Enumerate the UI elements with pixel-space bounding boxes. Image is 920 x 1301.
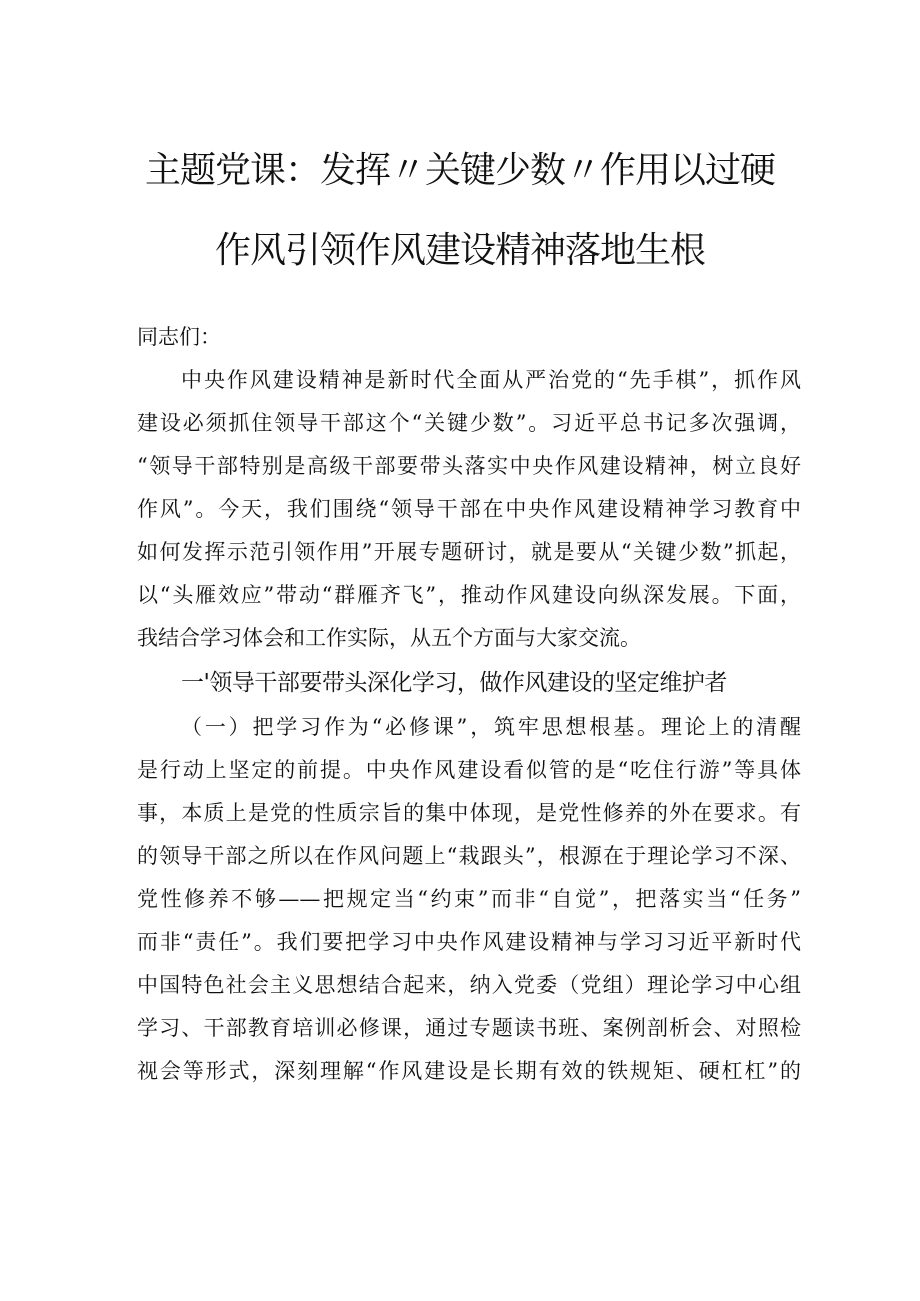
salutation: 同志们：	[137, 325, 221, 349]
text-line: 视会等形式，深刻理解“作风建设是长期有效的铁规矩、硬杠杠”的	[137, 1059, 801, 1083]
text-line: 学习、干部教育培训必修课，通过专题读书班、案例剖析会、对照检	[137, 1016, 801, 1040]
document-title-line-1: 主题党课：发挥〃关键少数〃作用以过硬	[144, 150, 775, 191]
text-line: 而非“责任”。我们要把学习中央作风建设精神与学习习近平新时代	[137, 930, 801, 954]
text-line: 以“头雁效应”带动“群雁齐飞”，推动作风建设向纵深发展。下面，	[137, 583, 801, 607]
text-line: 中国特色社会主义思想结合起来，纳入党委（党组）理论学习中心组	[137, 973, 801, 997]
intro-paragraph	[137, 359, 801, 660]
text-line: 党性修养不够——把规定当“约束”而非“自觉”，把落实当“任务”	[137, 887, 801, 911]
text-line: 事，本质上是党的性质宗旨的集中体现，是党性修养的外在要求。有	[137, 801, 801, 825]
text-line: 中央作风建设精神是新时代全面从严治党的“先手棋”，抓作风	[181, 368, 801, 392]
text-line: （一）把学习作为“必修课”，筑牢思想根基。理论上的清醒	[181, 715, 801, 739]
document-body	[137, 316, 801, 1093]
text-line: 的领导干部之所以在作风问题上“栽跟头”，根源在于理论学习不深、	[137, 844, 801, 868]
text-line: 如何发挥示范引领作用”开展专题研讨，就是要从“关键少数”抓起，	[137, 540, 801, 564]
section-paragraph	[137, 706, 801, 1093]
text-line: 建设必须抓住领导干部这个“关键少数”。习近平总书记多次强调，	[137, 411, 801, 435]
text-line: 是行动上坚定的前提。中央作风建设看似管的是“吃住行游”等具体	[137, 758, 801, 782]
text-line: 作风”。今天，我们围绕“领导干部在中央作风建设精神学习教育中	[137, 497, 801, 521]
section-heading: 一'领导干部要带头深化学习，做作风建设的坚定维护者	[181, 670, 727, 696]
document-title-line-2: 作风引领作风建设精神落地生根	[214, 230, 705, 271]
text-line: 我结合学习体会和工作实际，从五个方面与大家交流。	[137, 626, 641, 650]
text-line: “领导干部特别是高级干部要带头落实中央作风建设精神，树立良好	[137, 454, 801, 478]
